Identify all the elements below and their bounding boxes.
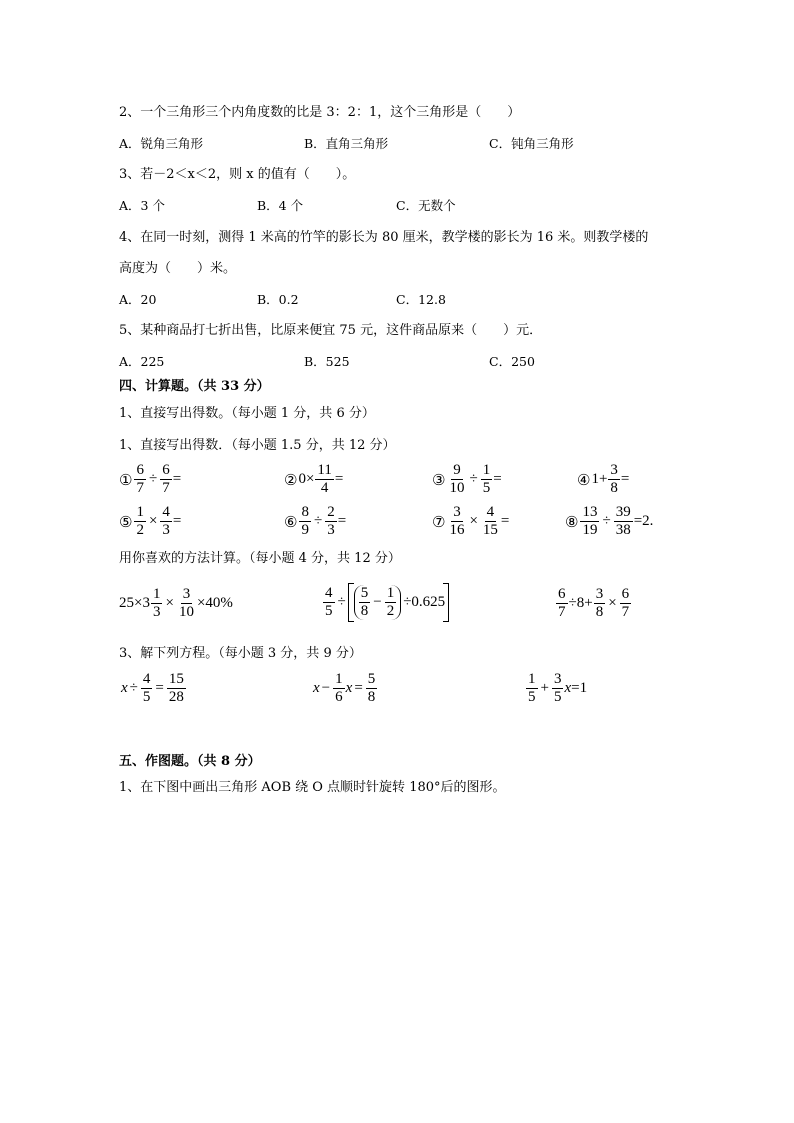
calc-item-7: ⑦ $\frac{3}{16}$ × $\frac{4}{15}$ = [432, 504, 510, 538]
option-c: C．无数个 [396, 198, 456, 213]
fraction: $\frac{1}{5}$ [528, 671, 536, 705]
fraction: $\frac{1}{2}$ [136, 504, 144, 538]
fraction: $\frac{6}{7}$ [558, 586, 566, 620]
option-c: C．12.8 [396, 292, 446, 307]
fraction: $\frac{8}{9}$ [301, 504, 309, 538]
calc-expression-2: $\frac{4}{5}$ ÷ $\frac{5}{8}$ − $\frac{1}{2}$ ÷0.625 [322, 583, 449, 622]
section-4-sub3: 3、解下列方程。（每小题 3 分，共 9 分） [119, 646, 362, 661]
fraction: $\frac{6}{7}$ [621, 586, 630, 620]
calc-item-2: ② 0× $\frac{11}{4}$ = [284, 462, 344, 496]
fraction: $\frac{1}{2}$ [386, 585, 395, 619]
fraction: $\frac{4}{5}$ [325, 585, 333, 619]
section-5-heading: 五、作图题。（共 8 分） [119, 754, 261, 769]
fraction: $\frac{15}{28}$ [168, 671, 184, 705]
fraction: $\frac{4}{3}$ [162, 504, 170, 538]
option-a: A．锐角三角形 [119, 136, 204, 151]
option-b: B．0.2 [257, 292, 299, 307]
option-a: A．225 [119, 354, 165, 369]
fraction: $\frac{6}{7}$ [162, 462, 170, 496]
fraction: $\frac{4}{5}$ [142, 671, 151, 705]
calc-item-6: ⑥ $\frac{8}{9}$ ÷ $\frac{2}{3}$ = [284, 504, 347, 538]
fraction: $\frac{5}{8}$ [360, 585, 369, 619]
fraction: $\frac{39}{38}$ [615, 504, 631, 538]
calc-item-4: ④ 1+ $\frac{3}{8}$ = [577, 462, 630, 496]
question-2-text: 2、一个三角形三个内角度数的比是 3：2：1，这个三角形是（ ） [119, 105, 521, 120]
fraction: $\frac{3}{5}$ [553, 671, 562, 705]
equation-1: x ÷ $\frac{4}{5}$ = $\frac{15}{28}$ [121, 671, 184, 705]
fraction: $\frac{3}{16}$ [449, 504, 465, 538]
fraction: $\frac{6}{7}$ [136, 462, 144, 496]
option-a: A．20 [119, 292, 157, 307]
fraction: $\frac{3}{8}$ [610, 462, 618, 496]
square-brackets: $\frac{5}{8}$ − $\frac{1}{2}$ ÷0.625 [348, 583, 449, 622]
calc-item-1: ① $\frac{6}{7}$ ÷ $\frac{6}{7}$ = [119, 462, 182, 496]
calc-expression-1: 25×3 $\frac{1}{3}$ × $\frac{3}{10}$ ×40% [119, 586, 233, 620]
calc-item-5: ⑤ $\frac{1}{2}$ × $\frac{4}{3}$ = [119, 504, 182, 538]
fraction: $\frac{13}{19}$ [582, 504, 598, 538]
option-b: B．直角三角形 [304, 136, 389, 151]
fraction: $\frac{3}{8}$ [595, 586, 604, 620]
calc-expression-3: $\frac{6}{7}$ ÷8+ $\frac{3}{8}$ × $\frac{6}{7}$ [558, 586, 630, 620]
section-5-question-1: 1、在下图中画出三角形 AOB 绕 O 点顺时针旋转 180°后的图形。 [119, 780, 506, 795]
fraction: $\frac{2}{3}$ [327, 504, 335, 538]
fraction: $\frac{3}{10}$ [178, 586, 194, 620]
fraction: $\frac{4}{15}$ [482, 504, 498, 538]
option-c: C．钝角三角形 [489, 136, 574, 151]
question-4-text-line1: 4、在同一时刻，测得 1 米高的竹竿的影长为 80 厘米，教学楼的影长为 16 米。则教学楼的 [119, 230, 649, 245]
option-a: A．3 个 [119, 198, 165, 213]
fraction: $\frac{9}{10}$ [449, 462, 465, 496]
option-b: B．525 [304, 354, 350, 369]
section-4-sub2: 用你喜欢的方法计算。（每小题 4 分，共 12 分） [119, 551, 401, 566]
section-4-sub1b: 1、直接写出得数．（每小题 1.5 分，共 12 分） [119, 438, 396, 453]
option-b: B．4 个 [257, 198, 304, 213]
section-4-heading: 四、计算题。（共 33 分） [119, 379, 270, 394]
fraction: $\frac{5}{8}$ [367, 671, 376, 705]
fraction: $\frac{1}{5}$ [482, 462, 491, 496]
fraction: $\frac{11}{4}$ [317, 462, 332, 496]
calc-item-3: ③ $\frac{9}{10}$ ÷ $\frac{1}{5}$ = [432, 462, 502, 496]
question-4-text-line2: 高度为（ ）米。 [119, 261, 237, 276]
equation-3: $\frac{1}{5}$ + $\frac{3}{5}$ x =1 [528, 671, 588, 705]
section-4-sub1: 1、直接写出得数。（每小题 1 分，共 6 分） [119, 406, 375, 421]
question-5-text: 5、某种商品打七折出售，比原来便宜 75 元，这件商品原来（ ）元． [119, 323, 543, 338]
option-c: C．250 [489, 354, 535, 369]
question-3-text: 3、若－2＜x＜2，则 x 的值有（ ）。 [119, 167, 356, 182]
equation-2: x − $\frac{1}{6}$ x = $\frac{5}{8}$ [313, 671, 376, 705]
fraction: $\frac{1}{3}$ [152, 586, 161, 620]
fraction: $\frac{1}{6}$ [335, 671, 343, 705]
parentheses: $\frac{5}{8}$ − $\frac{1}{2}$ [354, 585, 401, 620]
calc-item-8: ⑧ $\frac{13}{19}$ ÷ $\frac{39}{38}$ =2. [565, 504, 654, 538]
